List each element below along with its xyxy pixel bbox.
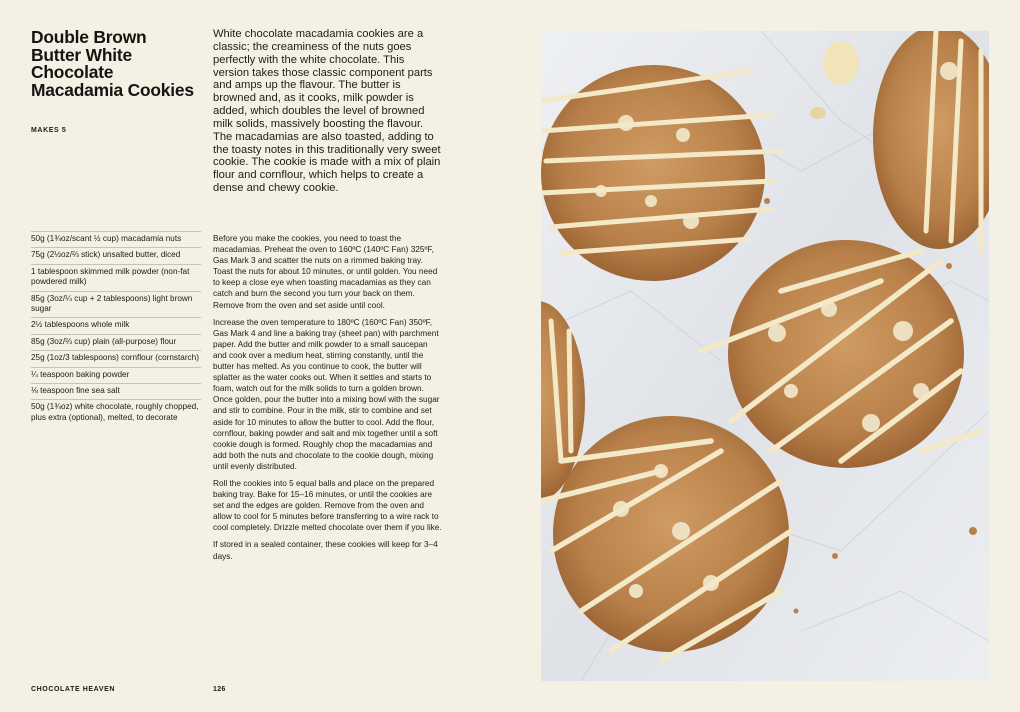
cookies-photo bbox=[541, 31, 989, 681]
ingredient-item: ¼ teaspoon baking powder bbox=[31, 367, 201, 383]
ingredient-item: 75g (2½oz/⅔ stick) unsalted butter, diced bbox=[31, 247, 201, 263]
ingredient-item: 85g (3oz/⅔ cup) plain (all-purpose) flour bbox=[31, 334, 201, 350]
ingredient-item: 1 tablespoon skimmed milk powder (non-fat powdered milk) bbox=[31, 264, 201, 291]
ingredient-item: 50g (1¾oz) white chocolate, roughly chopped, plus extra (optional), melted, to decorate bbox=[31, 399, 201, 426]
ingredient-item: 85g (3oz/¼ cup + 2 tablespoons) light brown sugar bbox=[31, 291, 201, 318]
method-step: If stored in a sealed container, these cookies will keep for 3–4 days. bbox=[213, 540, 438, 561]
ingredient-item: 2½ tablespoons whole milk bbox=[31, 317, 201, 333]
ingredient-item: 50g (1¾oz/scant ½ cup) macadamia nuts bbox=[31, 231, 201, 247]
page-number: 126 bbox=[213, 686, 226, 693]
ingredient-item: 25g (1oz/3 tablespoons) cornflour (cornstarch) bbox=[31, 350, 201, 366]
method-section bbox=[213, 233, 443, 568]
method-step: Increase the oven temperature to 180ºC (160ºC Fan) 350ºF, Gas Mark 4 and line a baking tray (sheet pan) with parchment paper. Add the butter and milk powder to a small saucepan and cook over a medium heat, stirring constantly, until the butter has melted. As you continue to cook, the butter will splatter as the water cooks out. When it settles and starts to foam, watch out for the milk solids to turn a golden brown. Once golden, pour the butter into a mixing bowl with the sugar and stir to combine. Pour in the milk, stir to combine and set aside for 10 minutes to allow the butter to cool. Add the flour, cornflour, baking powder and salt and mix together until a soft cookie dough is formed. Roughly chop the macadamias and add both the nuts and chocolate to the cookie dough, mixing until evenly distributed. bbox=[213, 317, 440, 471]
recipe-title: Double Brown Butter White Chocolate Macadamia Cookies bbox=[31, 27, 194, 101]
macadamia-nut bbox=[823, 41, 859, 85]
footer-section-name: CHOCOLATE HEAVEN bbox=[31, 686, 116, 693]
macadamia-crumb bbox=[810, 107, 826, 119]
recipe-intro: White chocolate macadamia cookies are a classic; the creaminess of the nuts goes perfectly with the white chocolate. This version takes those classic component parts and amps up the flavour. The butter is browned and, as it cooks, milk powder is added, which doubles the level of browned milk solids, massively boosting the flavour. The macadamias are also toasted, adding to the toasty notes in this traditionally very sweet cookie. The cookie is made with a mix of plain flour and cornflour, which helps to create a dense and chewy cookie. bbox=[213, 28, 441, 195]
ingredients-list bbox=[31, 231, 201, 426]
method-step: Before you make the cookies, you need to toast the macadamias. Preheat the oven to 160ºC (140ºC Fan) 325ºF, Gas Mark 3 and scatter the nuts on a rimmed baking tray. Toast the nuts for about 10 minutes, or until golden. You need to keep a close eye when toasting macadamias as they can catch and burn the second you turn your back on them. Remove from the oven and set aside until cool. bbox=[213, 234, 438, 310]
recipe-yield: MAKES 5 bbox=[31, 127, 67, 134]
cookies-illustration bbox=[541, 31, 989, 681]
method-step: Roll the cookies into 5 equal balls and place on the prepared baking tray. Bake for 15–16 minutes, or until the cookies are set and the edges are golden. Remove from the oven and allow to cool for 5 minutes before transferring to a wire rack to cool completely. Drizzle melted chocolate over them if you like. bbox=[213, 478, 442, 533]
ingredient-item: ⅛ teaspoon fine sea salt bbox=[31, 383, 201, 399]
